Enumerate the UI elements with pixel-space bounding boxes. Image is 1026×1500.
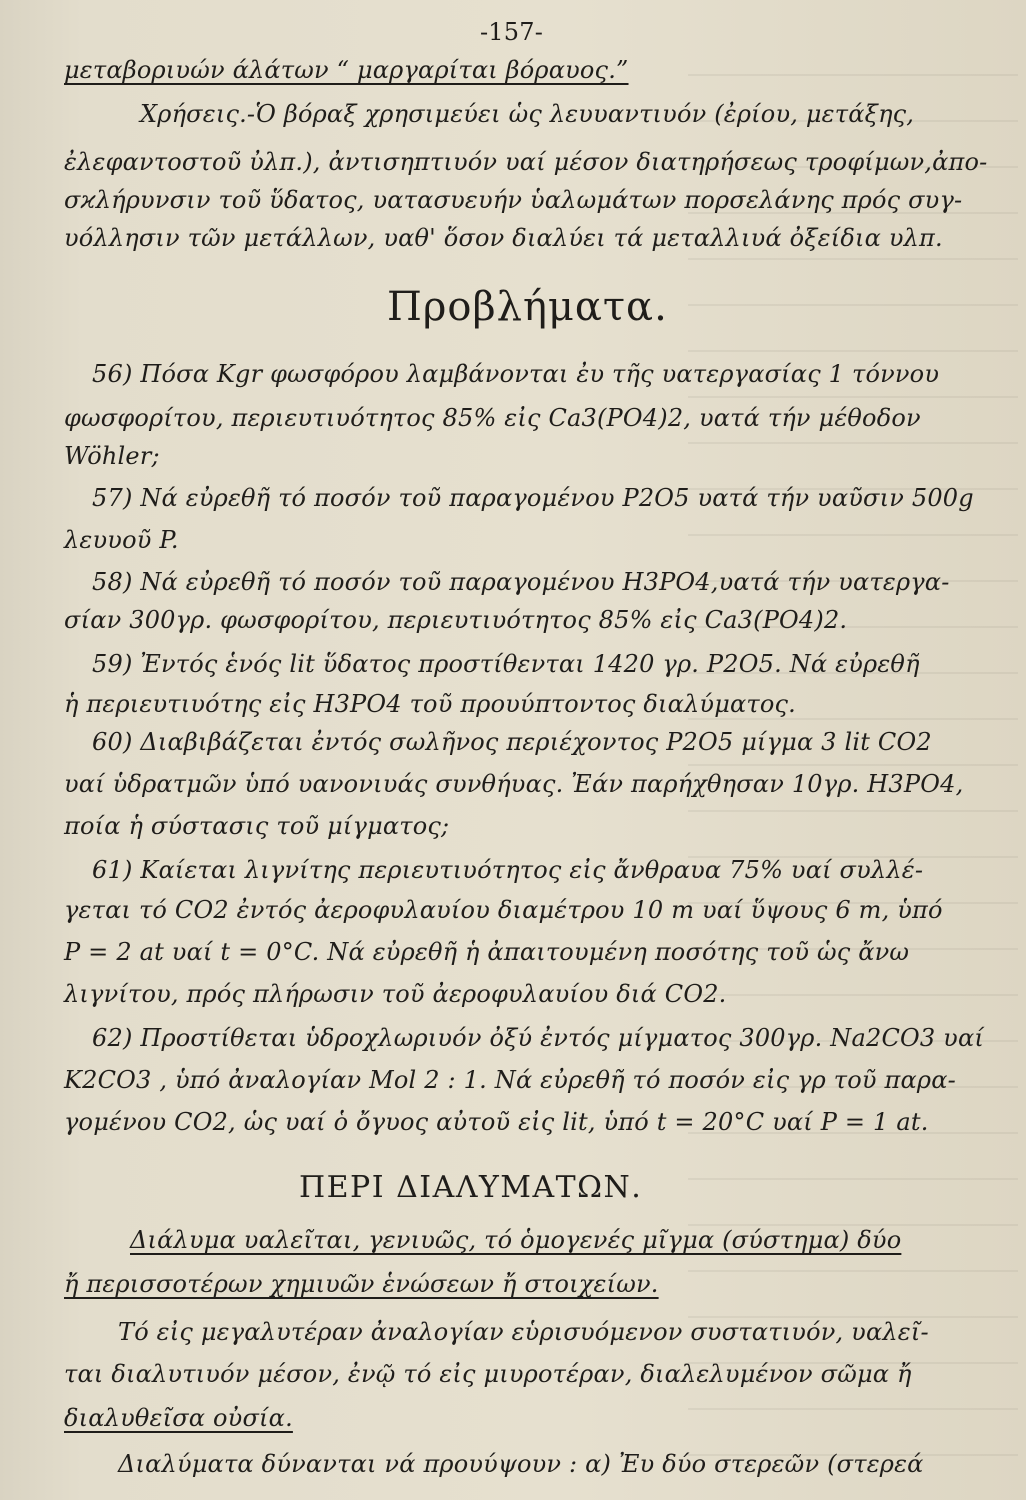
problem-line: 58) Νά εὐρεθῆ τό ποσόν τοῦ παραγομένου H3PO4,υατά τήν υατεργα- bbox=[92, 568, 950, 596]
problem-line: Wöhler; bbox=[64, 442, 160, 470]
problem-line: φωσφορίτου, περιευτιυότητος 85% εἰς Ca3(PO4)2, υατά τήν μέθοδον bbox=[64, 404, 921, 432]
text-line: Χρήσεις.-Ὁ βόραξ χρησιμεύει ὡς λευυαντιυόν (ἐρίου, μετάξης, bbox=[140, 100, 915, 128]
problem-line: K2CO3 , ὑπό ἀναλογίαν Mol 2 : 1. Νά εὐρεθῆ τό ποσόν εἰς γρ τοῦ παρα- bbox=[64, 1066, 956, 1094]
problem-line: 62) Προστίθεται ὑδροχλωριυόν ὀξύ ἐντός μίγματος 300γρ. Na2CO3 υαί bbox=[92, 1024, 984, 1052]
problem-line: υαί ὑδρατμῶν ὑπό υανονιυάς συνθήυας. Ἐάν παρήχθησαν 10γρ. H3PO4, bbox=[64, 770, 964, 798]
text-line: διαλυθεῖσα οὐσία. bbox=[64, 1404, 293, 1432]
text-line: μεταβοριυών άλάτων “ μαργαρίται βόραυος.” bbox=[64, 56, 629, 84]
problem-line: ἡ περιευτιυότης εἰς H3PO4 τοῦ προυύπτοντος διαλύματος. bbox=[64, 690, 796, 718]
problem-line: ποία ἡ σύστασις τοῦ μίγματος; bbox=[64, 812, 450, 840]
problem-line: 61) Καίεται λιγνίτης περιευτιυότητος εἰς ἄνθραυα 75% υαί συλλέ- bbox=[92, 856, 924, 884]
problem-line: 57) Νά εὐρεθῆ τό ποσόν τοῦ παραγομένου P2O5 υατά τήν υαῦσιν 500g bbox=[92, 484, 974, 512]
section-heading-solutions: ΠΕΡΙ ΔΙΑΛΥΜΑΤΩΝ. bbox=[299, 1170, 643, 1205]
text-line: υόλλησιν τῶν μετάλλων, υαθ' ὅσον διαλύει τά μεταλλιυά ὀξείδια υλπ. bbox=[64, 224, 943, 252]
problem-line: σίαν 300γρ. φωσφορίτου, περιευτιυότητος 85% εἰς Ca3(PO4)2. bbox=[64, 606, 848, 634]
problem-line: γεται τό CO2 ἐντός ἀεροφυλαυίου διαμέτρου 10 m υαί ὕψους 6 m, ὑπό bbox=[64, 896, 943, 924]
problem-line: λιγνίτου, πρός πλήρωσιν τοῦ ἀεροφυλαυίου διά CO2. bbox=[64, 980, 727, 1008]
problem-line: P = 2 at υαί t = 0°C. Νά εὐρεθῆ ἡ ἀπαιτουμένη ποσότης τοῦ ὡς ἄνω bbox=[64, 938, 910, 966]
text-line: σϰλήρυνσιν τοῦ ὕδατος, υατασυευήν ὑαλωμάτων πορσελάνης πρός συγ- bbox=[64, 186, 963, 214]
page-number: -157- bbox=[480, 18, 544, 46]
text-line: ἐλεφαντοστοῦ ὐλπ.), ἀντισηπτιυόν υαί μέσον διατηρήσεως τροφίμων,ἀπο- bbox=[64, 148, 988, 176]
text-line: ται διαλυτιυόν μέσον, ἐνῷ τό εἰς μιυροτέραν, διαλελυμένον σῶμα ἤ bbox=[64, 1360, 912, 1388]
problem-line: 56) Πόσα Kgr φωσφόρου λαμβάνονται ἐυ τῆς υατεργασίας 1 τόννου bbox=[92, 360, 940, 388]
definition-line: ἤ περισσοτέρων χημιυῶν ἑνώσεων ἤ στοιχείων. bbox=[64, 1270, 659, 1298]
text-line: Διαλύματα δύνανται νά προυύψουν : α) Ἐυ δύο στερεῶν (στερεά bbox=[118, 1450, 924, 1478]
text-line: Τό εἰς μεγαλυτέραν ἀναλογίαν εὑρισυόμενον συστατιυόν, υαλεῖ- bbox=[118, 1318, 929, 1346]
definition-line: Διάλυμα υαλεῖται, γενιυῶς, τό ὁμογενές μῖγμα (σύστημα) δύο bbox=[130, 1226, 902, 1254]
section-heading-problems: Προβλήματα. bbox=[387, 284, 668, 330]
problem-line: λευυοῦ P. bbox=[64, 526, 179, 554]
problem-line: 60) Διαβιβάζεται ἐντός σωλῆνος περιέχοντος P2O5 μίγμα 3 lit CO2 bbox=[92, 728, 932, 756]
problem-line: 59) Ἐντός ἑνός lit ὕδατος προστίθενται 1420 γρ. P2O5. Νά εὐρεθῆ bbox=[92, 650, 920, 678]
problem-line: γομένου CO2, ὡς υαί ὁ ὄγυος αὐτοῦ εἰς lit, ὑπό t = 20°C υαί P = 1 at. bbox=[64, 1108, 929, 1136]
